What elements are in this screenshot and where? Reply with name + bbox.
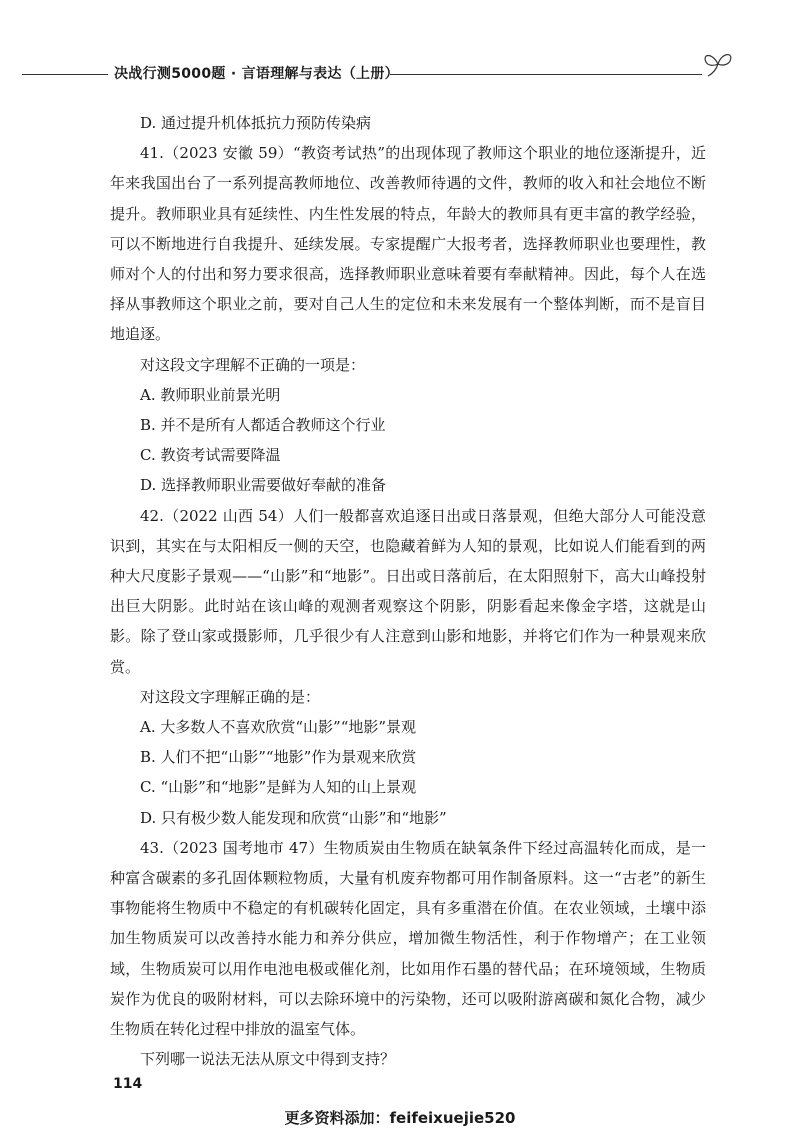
answer-option: D. 只有极少数人能发现和欣赏“山影”和“地影”	[140, 808, 447, 827]
answer-option: C. “山影”和“地影”是鲜为人知的山上景观	[140, 778, 417, 797]
paragraph: 42.（2022 山西 54）人们一般都喜欢追逐日出或日落景观，但绝大部分人可能没意识到，其实在与太阳相反一侧的天空，也隐藏着鲜为人知的景观，比如说人们能看到的两种大尺度影子景观——“山影”和“地影”。日出或日落前后，在太阳照射下，高大山峰投射出巨大阴影。此时站在该山峰的观测者观察这个阴影，阴影看起来像金字塔，这就是山影。除了登山家或摄影师，几乎很少有人注意到山影和地影，并将它们作为一种景观来欣赏。	[110, 506, 706, 676]
page-body	[110, 108, 706, 1075]
book-title: 决战行测5000题 · 言语理解与表达（上册）	[114, 66, 399, 82]
paragraph: 43.（2023 国考地市 47）生物质炭由生物质在缺氧条件下经过高温转化而成，是一种富含碳素的多孔固体颗粒物质，大量有机废弃物都可用作制备原料。这一“古老”的新生事物能将生物质中不稳定的有机碳转化固定，具有多重潜在价值。在农业领域，土壤中添加生物质炭可以改善持水能力和养分供应，增加微生物活性，利于作物增产；在工业领域，生物质炭可以用作电池电极或催化剂，比如用作石墨的替代品；在环境领域，生物质炭作为优良的吸附材料，可以去除环境中的污染物，还可以吸附游离碳和氮化合物，减少生物质在转化过程中排放的温室气体。	[110, 838, 706, 1039]
paragraph: 对这段文字理解不正确的一项是：	[140, 355, 366, 374]
sprout-icon	[698, 46, 738, 82]
answer-option: C. 教资考试需要降温	[140, 446, 281, 465]
answer-option: D. 选择教师职业需要做好奉献的准备	[140, 476, 387, 495]
footer-note: 更多资料添加：feifeixuejie520	[284, 1109, 516, 1127]
header-rule-left	[22, 74, 108, 75]
answer-option: A. 教师职业前景光明	[140, 385, 281, 404]
paragraph: 41.（2023 安徽 59）“教资考试热”的出现体现了教师这个职业的地位逐渐提升，近年来我国出台了一系列提高教师地位、改善教师待遇的文件，教师的收入和社会地位不断提升。教师职业具有延续性、内生性发展的特点，年龄大的教师具有更丰富的教学经验，可以不断地进行自我提升、延续发展。专家提醒广大报考者，选择教师职业也要理性，教师对个人的付出和努力要求很高，选择教师职业意味着要有奉献精神。因此，每个人在选择从事教师这个职业之前，要对自己人生的定位和未来发展有一个整体判断，而不是盲目地追逐。	[110, 144, 706, 344]
paragraph: 下列哪一说法无法从原文中得到支持？	[140, 1050, 396, 1069]
running-header	[22, 58, 722, 88]
header-rule-right	[390, 74, 702, 75]
answer-option: B. 并不是所有人都适合教师这个行业	[140, 416, 386, 435]
paragraph: 对这段文字理解正确的是：	[140, 687, 321, 706]
answer-option: B. 人们不把“山影”“地影”作为景观来欣赏	[140, 748, 417, 767]
page-number: 114	[113, 1076, 143, 1092]
answer-option: D. 通过提升机体抵抗力预防传染病	[140, 114, 372, 132]
answer-option: A. 大多数人不喜欢欣赏“山影”“地影”景观	[140, 718, 417, 737]
